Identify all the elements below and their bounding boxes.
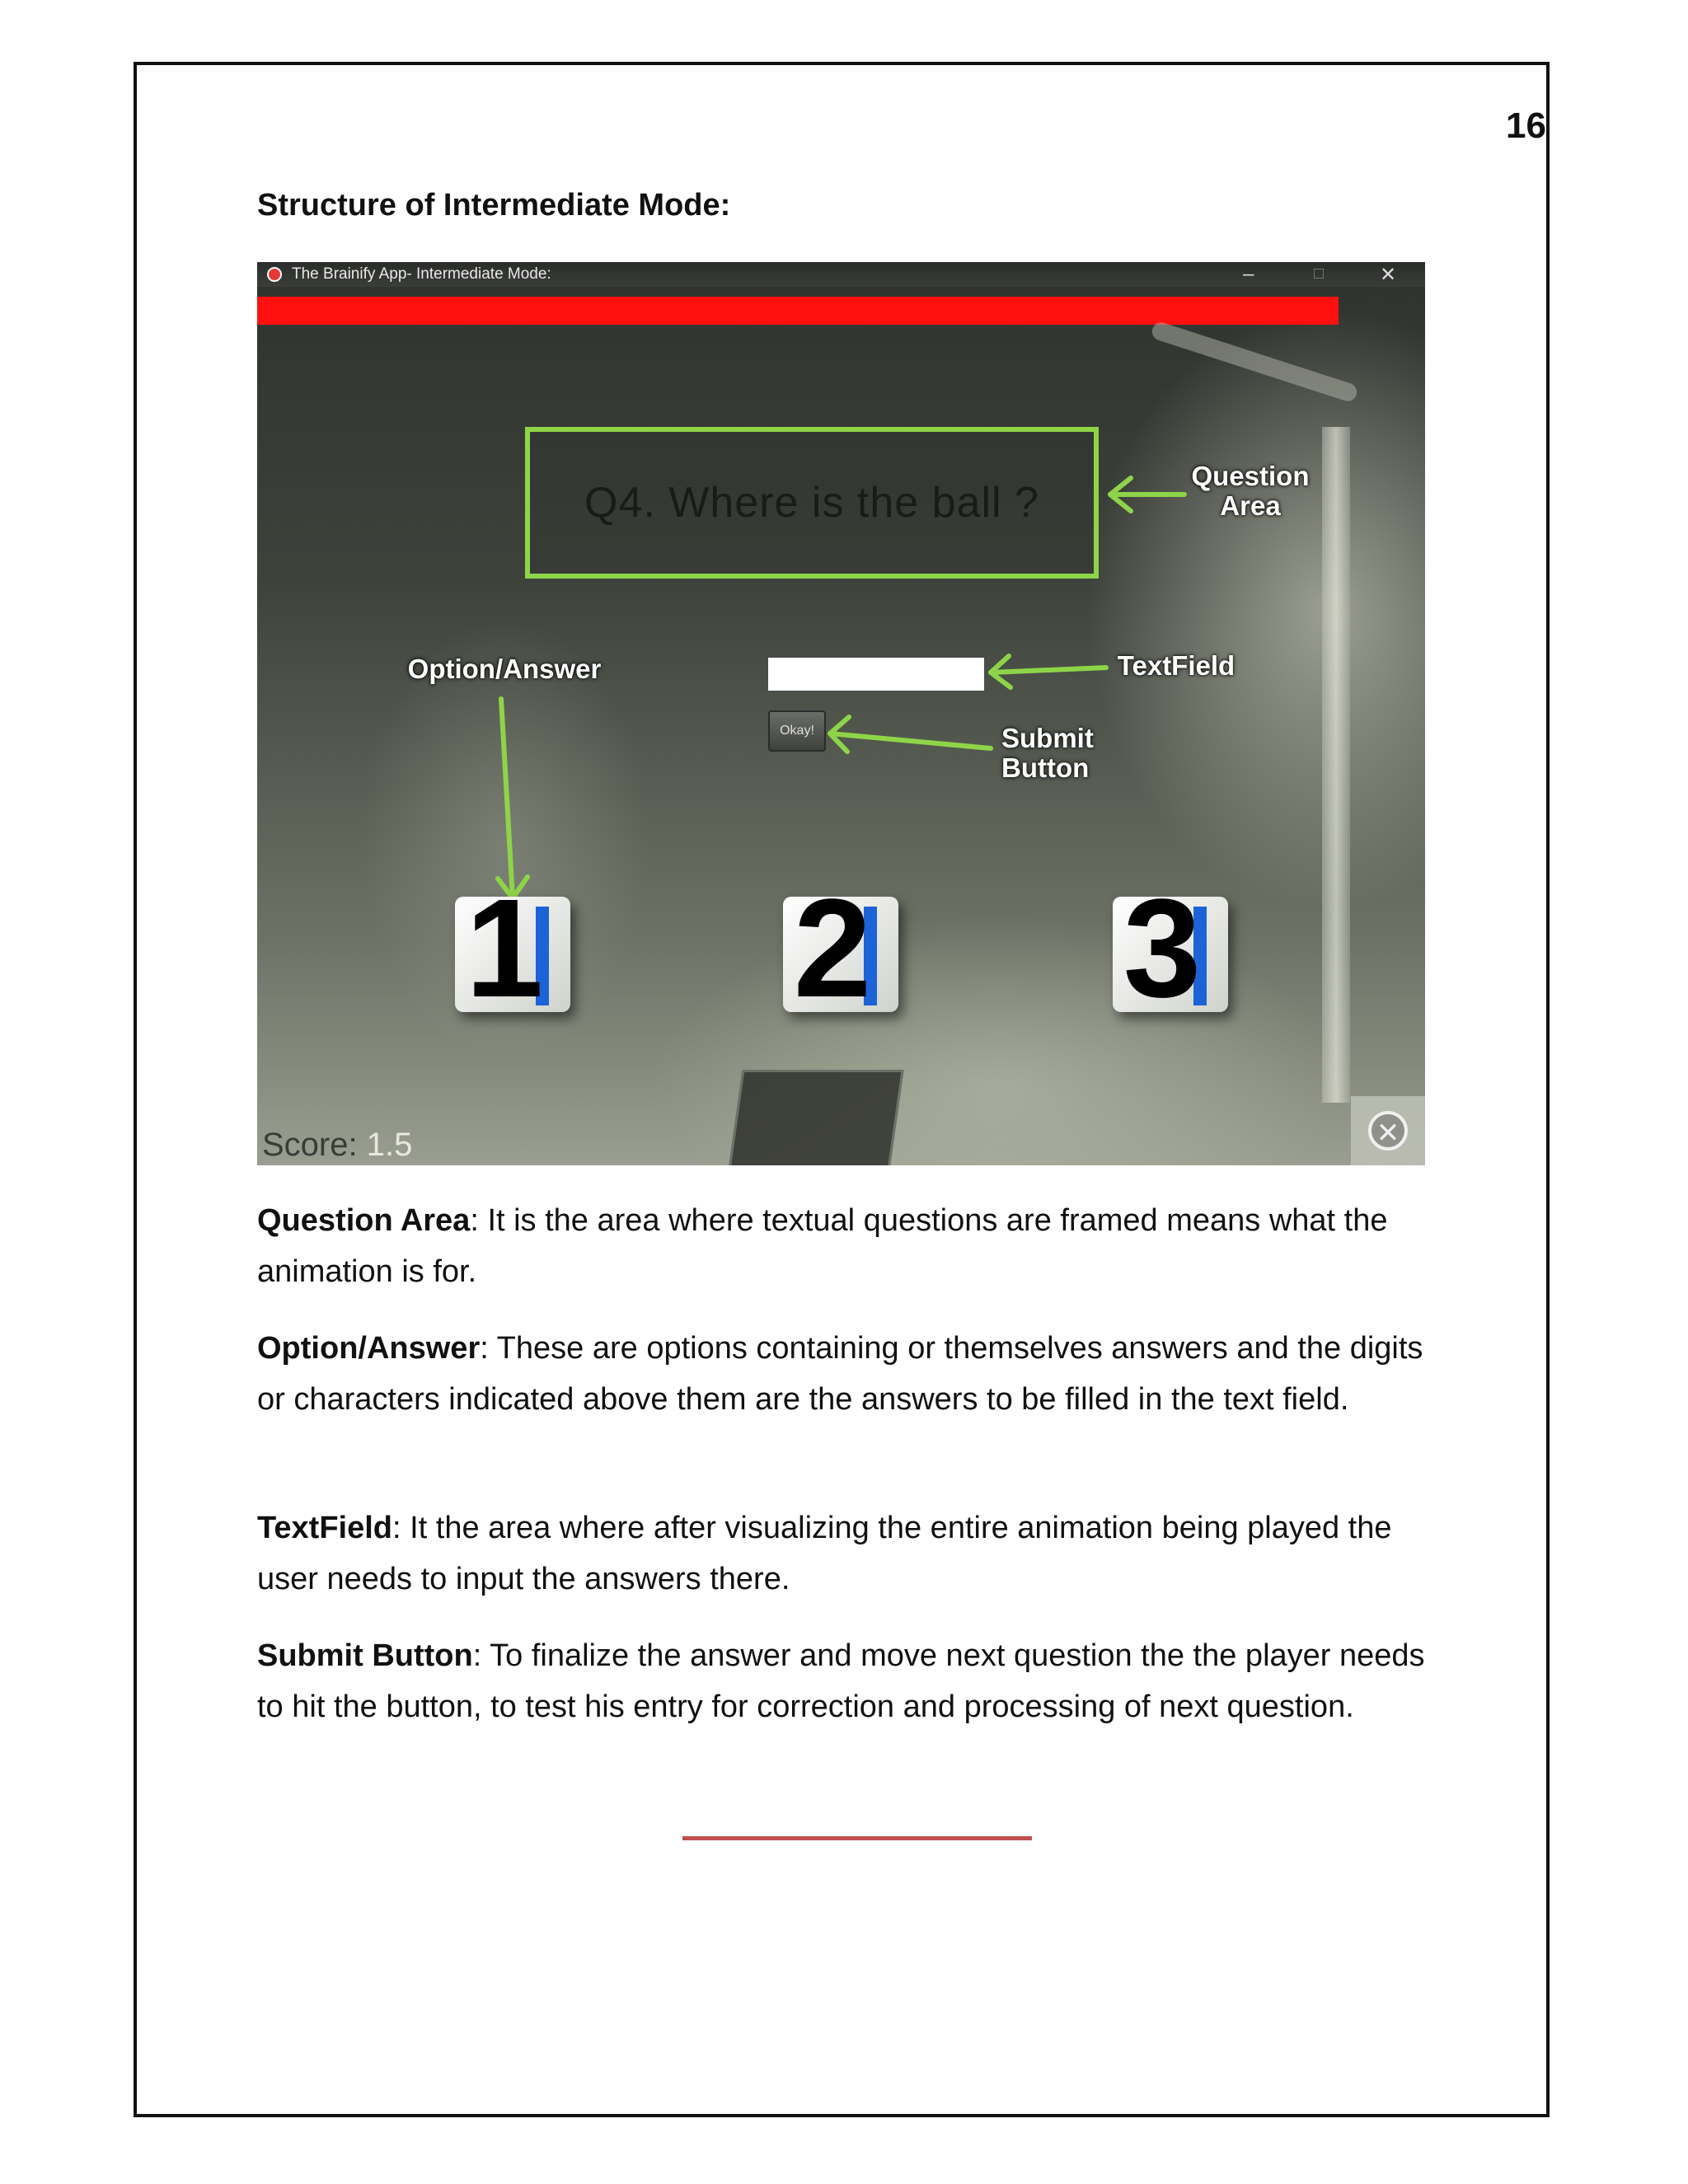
option-cube-2[interactable] xyxy=(775,870,907,1027)
option-label: 1 xyxy=(465,870,544,1027)
definition: : These are options containing or themselves answers and the digits or characters indicated above them are the answers to be filled in the text field. xyxy=(257,1331,1423,1417)
term: Submit Button xyxy=(257,1638,473,1673)
maximize-button[interactable]: □ xyxy=(1314,265,1325,283)
definition: : It the area where after visualizing the entire animation being played the user needs to input the answers there. xyxy=(257,1511,1392,1596)
option-label: 2 xyxy=(793,870,872,1027)
app-screenshot xyxy=(257,262,1425,1165)
annotation-option-answer: Option/Answer xyxy=(407,654,602,684)
close-circle-icon: ✕ xyxy=(1368,1111,1408,1151)
description-submit-button xyxy=(257,1630,1428,1732)
term: TextField xyxy=(257,1511,392,1545)
close-window-button[interactable]: ✕ xyxy=(1380,264,1397,286)
annotation-arrows xyxy=(257,262,1425,1165)
question-text: Q4. Where is the ball ? xyxy=(584,479,1039,527)
annotation-question-area: Question Area xyxy=(1191,461,1310,521)
submit-button[interactable]: Okay! xyxy=(768,710,826,752)
arrow-option-answer xyxy=(501,699,513,898)
exit-button[interactable] xyxy=(1351,1096,1425,1165)
description-question-area xyxy=(257,1195,1428,1297)
option-cube-1[interactable] xyxy=(447,870,579,1027)
term: Option/Answer xyxy=(257,1331,481,1366)
term: Question Area xyxy=(257,1203,471,1238)
description-textfield xyxy=(257,1502,1428,1605)
arrow-textfield xyxy=(991,668,1106,673)
option-label: 3 xyxy=(1123,870,1202,1027)
score-value: 1.5 xyxy=(366,1127,413,1163)
page-number: 16 xyxy=(1506,105,1546,146)
score-label: Score: xyxy=(262,1127,358,1163)
section-title: Structure of Intermediate Mode: xyxy=(257,188,731,223)
decorative-divider xyxy=(682,1836,1032,1840)
annotation-textfield: TextField xyxy=(1117,650,1236,681)
arrow-submit-button xyxy=(830,733,991,748)
minimize-button[interactable]: – xyxy=(1243,263,1254,285)
description-option-answer xyxy=(257,1323,1428,1425)
definition: : It is the area where textual questions are framed means what the animation is for. xyxy=(257,1203,1388,1289)
option-cube-3[interactable] xyxy=(1104,870,1236,1027)
window-title: The Brainify App- Intermediate Mode: xyxy=(292,265,551,283)
score-display xyxy=(262,1127,412,1164)
definition: : To finalize the answer and move next question the the player needs to hit the button, to test his entry for correction and processing of next question. xyxy=(257,1638,1425,1724)
answer-text-field[interactable] xyxy=(768,658,984,691)
annotation-submit-button: Submit Button xyxy=(1001,723,1094,783)
